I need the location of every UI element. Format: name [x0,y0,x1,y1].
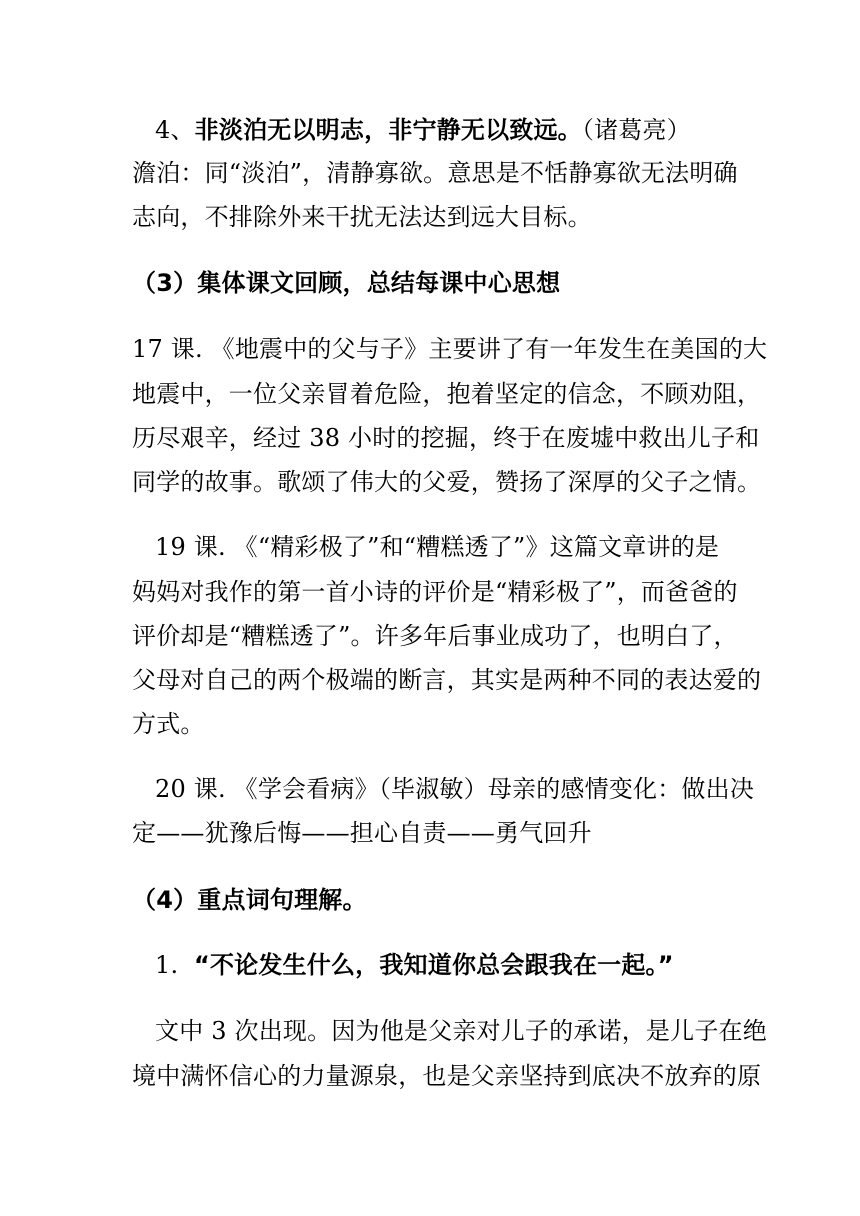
lesson-17-line-4: 同学的故事。歌颂了伟大的父爱，赞扬了深厚的父子之情。 [132,468,762,496]
item-1-explanation-line-2: 境中满怀信心的力量源泉，也是父亲坚持到底决不放弃的原 [132,1062,762,1090]
quote-explanation-line-1: 澹泊：同“淡泊”，清静寡欲。意思是不恬静寡欲无法明确 [132,159,738,187]
lesson-20-line-1: 20 课. 《学会看病》（毕淑敏）母亲的感情变化：做出决 [155,775,755,803]
item-1-quote: “不论发生什么，我知道你总会跟我在一起。” [193,951,674,979]
lesson-19-line-5: 方式。 [132,710,205,738]
section-4-heading: （4）重点词句理解。 [132,886,367,914]
item-1-quote-line [155,948,765,982]
lesson-17-line-2: 地震中，一位父亲冒着危险，抱着坚定的信念，不顾劝阻， [132,380,762,408]
quote-text: 非淡泊无以明志，非宁静无以致远。 [194,116,582,144]
lesson-20-line-2: 定——犹豫后悔——担心自责——勇气回升 [132,819,592,847]
lesson-17-line-3: 历尽艰辛，经过 38 小时的挖掘，终于在废墟中救出儿子和 [132,424,760,452]
quote-author: （诸葛亮） [581,116,691,144]
item-1-number: 1. [155,951,179,979]
lesson-19-line-3: 评价却是“糟糕透了”。许多年后事业成功了，也明白了， [132,622,738,650]
lesson-17-line-1: 17 课. 《地震中的父与子》主要讲了有一年发生在美国的大 [132,335,768,363]
item-1-explanation-line-1: 文中 3 次出现。因为他是父亲对儿子的承诺，是儿子在绝 [155,1017,767,1045]
lesson-19-line-4: 父母对自己的两个极端的断言，其实是两种不同的表达爱的 [132,666,762,694]
quote-explanation-line-2: 志向，不排除外来干扰无法达到远大目标。 [132,203,592,231]
section-3-heading: （3）集体课文回顾，总结每课中心思想 [132,269,561,297]
lesson-19-line-2: 妈妈对我作的第一首小诗的评价是“精彩极了”，而爸爸的 [132,578,738,606]
quote-number: 4、 [155,116,195,144]
quote-line [155,113,765,147]
lesson-19-line-1: 19 课. 《“精彩极了”和“糟糕透了”》这篇文章讲的是 [155,533,720,561]
